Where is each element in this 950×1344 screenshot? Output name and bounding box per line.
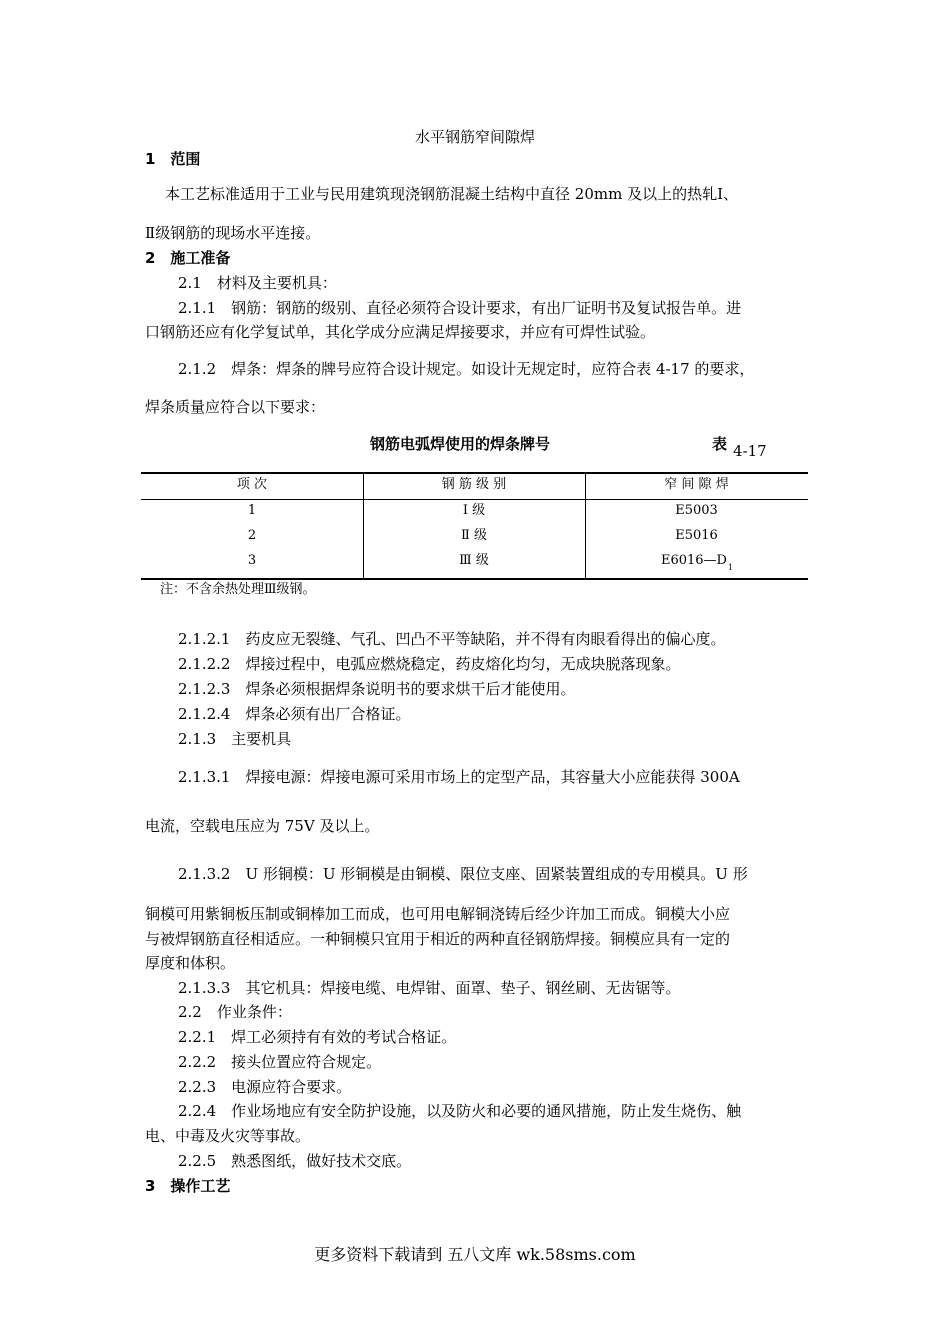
table-cell: E5016	[675, 528, 718, 543]
table-cell: Ⅱ 级	[461, 528, 487, 543]
para-2-1-3-2-line-2: 铜模可用紫铜板压制或铜棒加工而成，也可用电解铜浇铸后经少许加工而成。铜模大小应	[145, 905, 731, 923]
table-caption: 钢筋电弧焊使用的焊条牌号	[370, 435, 551, 453]
para-2-1-3-2-line-4: 厚度和体积。	[145, 954, 236, 972]
section-2-heading: 2 施工准备	[145, 249, 231, 267]
para-2-2-3: 2.2.3 电源应符合要求。	[178, 1078, 352, 1096]
table-cell: 1	[247, 503, 257, 518]
para-2-1-1-line-1: 2.1.1 钢筋：钢筋的级别、直径必须符合设计要求，有出厂证明书及复试报告单。进	[178, 299, 742, 317]
para-2-2-1: 2.2.1 焊工必须持有有效的考试合格证。	[178, 1028, 457, 1046]
para-2-1-3-3: 2.1.3.3 其它机具：焊接电缆、电焊钳、面罩、垫子、钢丝刷、无齿锯等。	[178, 979, 681, 997]
para-2-1-3-1-line-1: 2.1.3.1 焊接电源：焊接电源可采用市场上的定型产品，其容量大小应能获得 300A	[178, 768, 740, 786]
para-2-1-1-line-2: 口钢筋还应有化学复试单，其化学成分应满足焊接要求，并应有可焊性试验。	[145, 323, 656, 341]
section-1-heading: 1 范围	[145, 150, 201, 168]
table-top-rule	[141, 472, 808, 474]
para-2-2: 2.2 作业条件：	[178, 1003, 292, 1021]
table-header-cell: 钢 筋 级 别	[441, 477, 507, 492]
table-cell: Ⅰ 级	[462, 503, 486, 518]
table-header-cell: 项 次	[236, 477, 268, 492]
para-2-1-2-3: 2.1.2.3 焊条必须根据焊条说明书的要求烘干后才能使用。	[178, 680, 576, 698]
table-cell: 2	[247, 528, 257, 543]
para-2-2-4-line-1: 2.2.4 作业场地应有安全防护设施，以及防火和必要的通风措施，防止发生烧伤、触	[178, 1102, 742, 1120]
table-header-cell: 窄 间 隙 焊	[664, 477, 729, 492]
section-3-heading: 3 操作工艺	[145, 1177, 231, 1195]
footer-text: 更多资料下载请到 五八文库 wk.58sms.com	[314, 1245, 636, 1264]
para-2-2-4-line-2: 电、中毒及火灾等事故。	[145, 1127, 311, 1145]
table-header-rule	[141, 499, 808, 500]
table-note: 注：不含余热处理Ⅲ级钢。	[160, 582, 316, 597]
para-2-1-3-2-line-3: 与被焊钢筋直径相适应。一种铜模只宜用于相近的两种直径钢筋焊接。铜模应具有一定的	[145, 930, 731, 948]
para-2-1-2-line-1: 2.1.2 焊条：焊条的牌号应符合设计规定。如设计无规定时，应符合表 4-17 的要求，	[178, 360, 755, 378]
table-label-number: 4-17	[733, 442, 767, 460]
page-title: 水平钢筋窄间隙焊	[414, 128, 535, 146]
table-label-prefix: 表	[712, 435, 728, 453]
table-cell: E5003	[675, 503, 718, 518]
para-2-1: 2.1 材料及主要机具：	[178, 274, 337, 292]
table-cell-with-subscript	[585, 552, 808, 571]
para-2-1-2-2: 2.1.2.2 焊接过程中，电弧应燃烧稳定，药皮熔化均匀，无成块脱落现象。	[178, 655, 681, 673]
para-2-2-2: 2.2.2 接头位置应符合规定。	[178, 1053, 382, 1071]
table-cell: E6016—D	[660, 553, 727, 568]
para-2-1-2-line-2: 焊条质量应符合以下要求：	[145, 398, 326, 416]
para-2-1-3-2-line-1: 2.1.3.2 U 形铜模：U 形铜模是由铜模、限位支座、固紧装置组成的专用模具。U 形	[178, 865, 748, 883]
table-cell-subscript: 1	[727, 563, 734, 572]
para-2-1-3-1-line-2: 电流，空载电压应为 75V 及以上。	[145, 817, 380, 835]
table-cell: Ⅲ 级	[459, 553, 489, 568]
para-2-2-5: 2.2.5 熟悉图纸，做好技术交底。	[178, 1152, 412, 1170]
para-2-1-2-1: 2.1.2.1 药皮应无裂缝、气孔、凹凸不平等缺陷，并不得有肉眼看得出的偏心度。	[178, 630, 726, 648]
section-1-para-line-1: 本工艺标准适用于工业与民用建筑现浇钢筋混凝土结构中直径 20mm 及以上的热轧Ⅰ、	[165, 185, 738, 203]
para-2-1-3: 2.1.3 主要机具	[178, 730, 292, 748]
table-cell: 3	[247, 553, 257, 568]
section-1-para-line-2: Ⅱ级钢筋的现场水平连接。	[145, 224, 321, 242]
para-2-1-2-4: 2.1.2.4 焊条必须有出厂合格证。	[178, 705, 411, 723]
